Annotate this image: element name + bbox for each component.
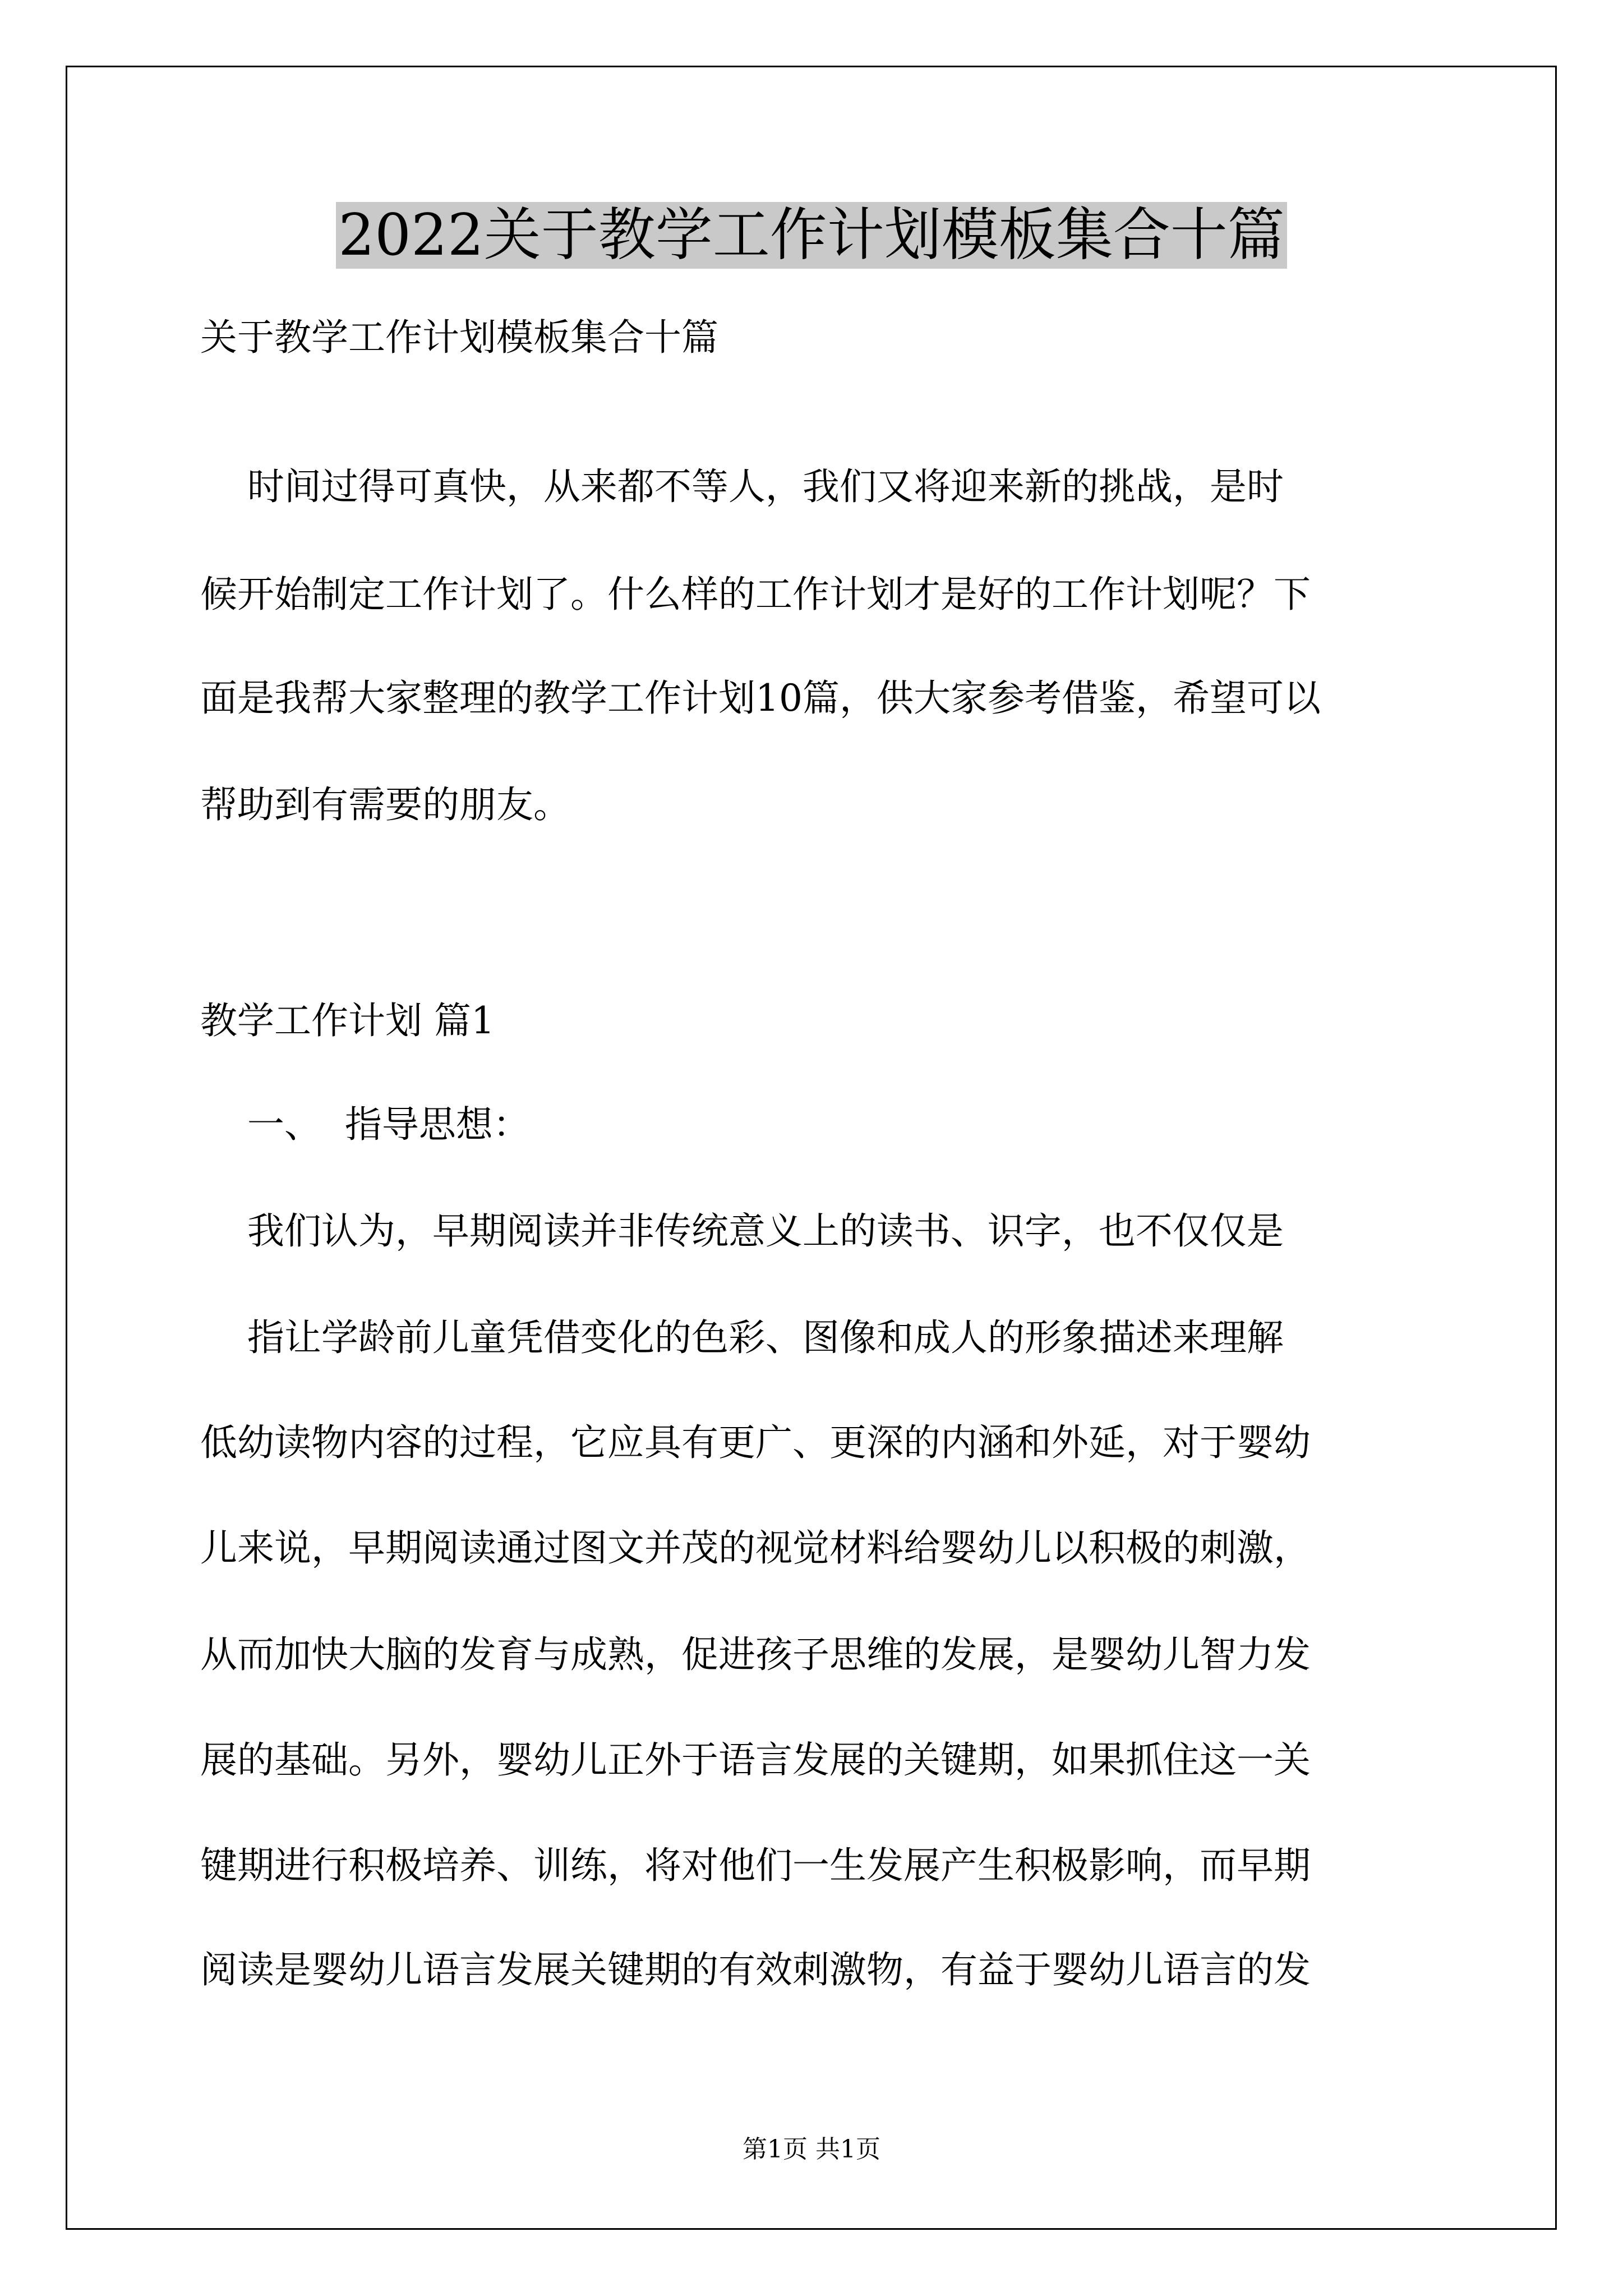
document-title (0, 194, 1623, 278)
section-heading: 教学工作计划 篇1 (200, 999, 495, 1042)
document-subtitle: 关于教学工作计划模板集合十篇 (200, 316, 718, 359)
body-line-7: 键期进行积极培养、训练，将对他们一生发展产生积极影响，而早期 (200, 1844, 1311, 1887)
body-line-5: 从而加快大脑的发育与成熟，促进孩子思维的发展，是婴幼儿智力发 (200, 1633, 1311, 1676)
document-title-text: 2022关于教学工作计划模板集合十篇 (336, 202, 1287, 269)
intro-line-2: 候开始制定工作计划了。什么样的工作计划才是好的工作计划呢？下 (200, 573, 1311, 616)
body-line-8: 阅读是婴幼儿语言发展关键期的有效刺激物，有益于婴幼儿语言的发 (200, 1948, 1311, 1991)
item-heading: 一、 指导思想： (200, 1103, 530, 1146)
body-line-6: 展的基础。另外，婴幼儿正外于语言发展的关键期，如果抓住这一关 (200, 1738, 1311, 1782)
body-line-3: 低幼读物内容的过程，它应具有更广、更深的内涵和外延，对于婴幼 (200, 1421, 1311, 1464)
body-line-2: 指让学龄前儿童凭借变化的色彩、图像和成人的形象描述来理解 (200, 1316, 1284, 1359)
intro-line-3: 面是我帮大家整理的教学工作计划10篇，供大家参考借鉴，希望可以 (200, 677, 1321, 720)
page-footer: 第1页 共1页 (743, 2135, 880, 2164)
intro-line-4: 帮助到有需要的朋友。 (200, 783, 570, 826)
body-line-1: 我们认为，早期阅读并非传统意义上的读书、识字，也不仅仅是 (200, 1209, 1284, 1253)
intro-line-1: 时间过得可真快，从来都不等人，我们又将迎来新的挑战，是时 (200, 465, 1284, 508)
body-line-4: 儿来说，早期阅读通过图文并茂的视觉材料给婴幼儿以积极的刺激， (200, 1526, 1311, 1570)
